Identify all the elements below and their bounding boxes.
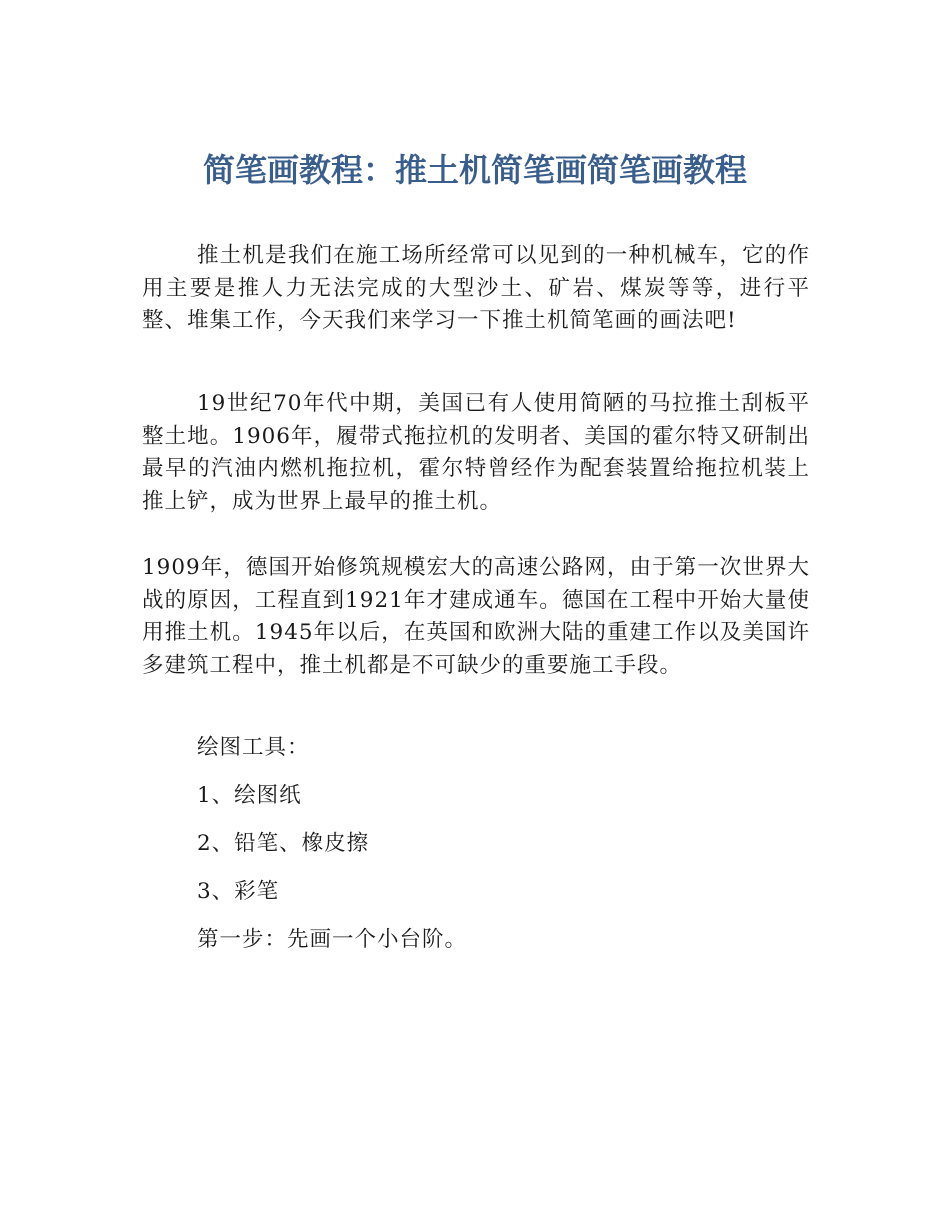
paragraph-history-1: 19世纪70年代中期，美国已有人使用简陋的马拉推土刮板平整土地。1906年，履带式拖拉机的发明者、美国的霍尔特又研制出最早的汽油内燃机拖拉机，霍尔特曾经作为配套装置给拖拉机装上推上铲，成为世界上最早的推土机。: [142, 391, 810, 514]
tools-heading: 绘图工具：: [197, 735, 310, 760]
tool-item-paper: 1、绘图纸: [197, 783, 302, 808]
tool-item-color-pens: 3、彩笔: [197, 879, 280, 904]
step-one: 第一步：先画一个小台阶。: [197, 927, 468, 952]
tool-item-pencil-eraser: 2、铅笔、橡皮擦: [197, 831, 370, 856]
paragraph-intro: 推土机是我们在施工场所经常可以见到的一种机械车，它的作用主要是推人力无法完成的大型沙土、矿岩、煤炭等等，进行平整、堆集工作，今天我们来学习一下推土机简笔画的画法吧!: [142, 243, 810, 333]
document-title: 简笔画教程：推土机简笔画简笔画教程: [202, 151, 747, 189]
paragraph-history-2: 1909年，德国开始修筑规模宏大的高速公路网，由于第一次世界大战的原因，工程直到1921年才建成通车。德国在工程中开始大量使用推土机。1945年以后，在英国和欧洲大陆的重建工作以及美国许多建筑工程中，推土机都是不可缺少的重要施工手段。: [142, 555, 810, 678]
